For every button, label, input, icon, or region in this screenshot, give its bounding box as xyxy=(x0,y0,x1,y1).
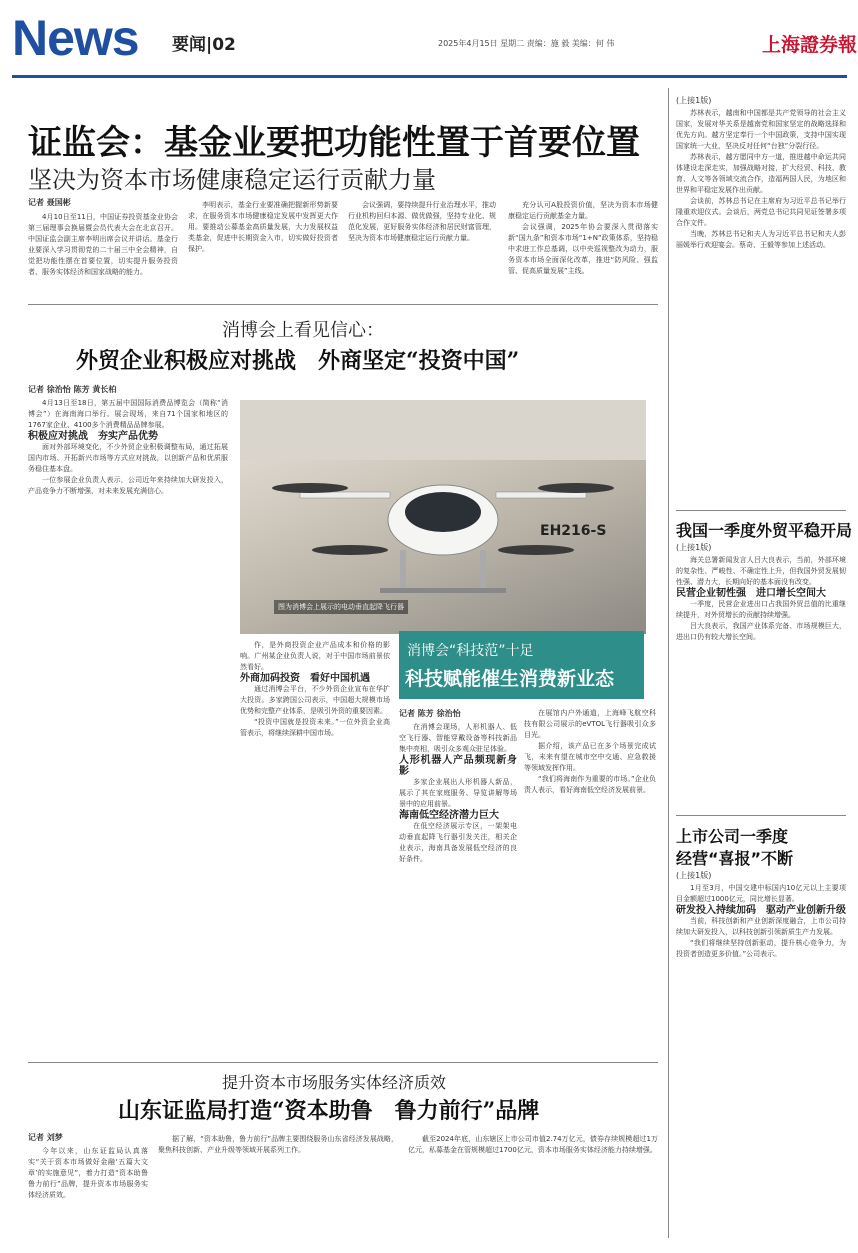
feature-col-2 xyxy=(240,640,390,790)
sidebar-paragraph: 当晚，苏林总书记和夫人为习近平总书记和夫人彭丽媛举行欢迎宴会。蔡奇、王毅等参加上述活动。 xyxy=(676,230,846,249)
lead-paragraph: 李明表示，基金行业要准确把握新形势新要求，在服务资本市场健康稳定发展中发挥更大作用。要推动公募基金高质量发展，大力发展权益类基金，促进中长期资金入市，切实做好投资者保护。 xyxy=(188,201,338,253)
listing-title-2: 经营“喜报”不断 xyxy=(676,849,794,868)
lead-paragraph: 会议强调，要持续提升行业治理水平，推动行业机构回归本源、做优做强，坚持专业化、规范化发展，更好服务实体经济和居民财富管理，坚决为资本市场健康稳定运行贡献力量。 xyxy=(348,201,496,242)
trade-paragraph: 吕大良表示，我国产业体系完备、市场规模巨大，进出口仍有较大增长空间。 xyxy=(676,622,846,641)
lead-col-4 xyxy=(508,200,658,294)
trade-byline: (上接1版) xyxy=(676,543,712,552)
teal-byline: 记者 陈芳 徐治怡 xyxy=(399,709,461,718)
feature-paragraph: 4月13日至18日，第五届中国国际消费品博览会（简称“消博会”）在海南海口举行。展会现场，来自71个国家和地区的1767家企业、4100多个消费精品品牌参展。 xyxy=(28,399,228,429)
bottom-kicker: 提升资本市场服务实体经济质效 xyxy=(222,1073,447,1092)
masthead-rule xyxy=(12,75,847,78)
teal-paragraph: 据介绍，该产品已在多个场景完成试飞，未来有望在城市空中交通、应急救援等领域发挥作用。 xyxy=(524,742,656,772)
sidebar-top-byline: (上接1版) xyxy=(676,96,712,105)
trade-paragraph: 一季度，民营企业进出口占我国外贸总值的比重继续提升，对外贸增长的贡献持续增强。 xyxy=(676,600,846,619)
sidebar-paragraph: 苏林表示，越方愿同中方一道，推进越中命运共同体建设走深走实，加强战略对接，扩大经贸、科技、教育、人文等各领域交流合作，造福两国人民，为地区和世界和平稳定发展作出贡献。 xyxy=(676,153,846,194)
listing-paragraph: 当前，科技创新和产业创新深度融合，上市公司持续加大研发投入，以科技创新引领新质生产力发展。 xyxy=(676,917,846,936)
teal-subtitle: 人形机器人产品频现新身影 xyxy=(399,755,517,777)
section-label xyxy=(172,30,236,55)
teal-paragraph: 多家企业展出人形机器人新品，展示了其在家庭服务、导览讲解等场景中的应用前景。 xyxy=(399,778,517,808)
paper-name: 上海證券報 xyxy=(762,34,858,56)
lead-subhead: 坚决为资本市场健康稳定运行贡献力量 xyxy=(28,166,436,194)
trade-title: 我国一季度外贸平稳开局 xyxy=(676,521,853,540)
feature-photo xyxy=(240,400,646,634)
lead-headline: 证监会：基金业要把功能性置于首要位置 xyxy=(28,123,640,163)
sidebar-top-body xyxy=(676,108,846,506)
feature-paragraph: 面对外部环境变化，不少外贸企业积极调整布局，通过拓展国内市场、开拓新兴市场等方式应对挑战，以创新产品和优质服务稳住基本盘。 xyxy=(28,443,228,473)
trade-body xyxy=(676,555,846,807)
bottom-col-3 xyxy=(408,1134,658,1246)
feature-byline: 记者 徐治怡 陈芳 黄长柏 xyxy=(28,385,117,394)
lead-col-2 xyxy=(188,200,338,294)
page-number: 02 xyxy=(212,35,236,55)
sidebar-rule xyxy=(676,815,846,816)
aircraft-label: EH216-S xyxy=(540,523,607,539)
lead-paragraph: 4月10日至11日，中国证券投资基金业协会第三届理事会换届暨会员代表大会在北京召开。中国证监会副主席李明出席会议并讲话。基金行业要深入学习贯彻党的二十届三中全会精神，自觉把功能性摆在首要位置，切实提升服务投资者、服务实体经济和国家战略的能力。 xyxy=(28,213,178,276)
teal-subtitle: 海南低空经济潜力巨大 xyxy=(399,810,499,821)
sidebar-divider xyxy=(668,88,669,1238)
feature-top-rule xyxy=(28,304,658,305)
date-line: 2025年4月15日 星期二 责编：施 毅 美编：何 伟 xyxy=(438,39,615,48)
teal-paragraph: “我们将海南作为重要的市场。”企业负责人表示，看好海南低空经济发展前景。 xyxy=(524,775,656,794)
lead-byline: 记者 聂国彬 xyxy=(28,198,71,207)
bottom-paragraph: 截至2024年底，山东辖区上市公司市值2.74万亿元，债券存续规模超过1万亿元，私募基金在管规模超过1700亿元，资本市场服务实体经济能力持续增强。 xyxy=(408,1135,658,1154)
section-name: 要闻 xyxy=(172,35,206,55)
feature-paragraph: 一位参展企业负责人表示，公司近年来持续加大研发投入，产品竞争力不断增强，对未来发展充满信心。 xyxy=(28,476,228,495)
teal-kicker: 消博会“科技范”十足 xyxy=(407,643,534,659)
teal-col-2 xyxy=(524,708,656,1052)
teal-col-1 xyxy=(399,722,517,1052)
feature-col-1 xyxy=(28,398,228,698)
teal-paragraph: 在低空经济展示专区，一架架电动垂直起降飞行器引发关注，相关企业表示，海南具备发展低空经济的良好条件。 xyxy=(399,822,517,863)
sidebar-rule xyxy=(676,510,846,511)
listing-subtitle: 研发投入持续加码 驱动产业创新升级 xyxy=(676,905,846,916)
bottom-rule xyxy=(28,1062,658,1063)
teal-paragraph: 在展馆内户外通道，上海峰飞航空科技有限公司展示的eVTOL飞行器吸引众多目光。 xyxy=(524,709,656,739)
feature-subtitle: 外商加码投资 看好中国机遇 xyxy=(240,673,370,684)
listing-title-1: 上市公司一季度 xyxy=(676,827,789,846)
lead-col-1 xyxy=(28,212,178,294)
teal-paragraph: 在消博会现场，人形机器人、低空飞行器、智能穿戴设备等科技新品集中亮相，吸引众多观众驻足体验。 xyxy=(399,723,517,753)
listing-byline: (上接1版) xyxy=(676,871,712,880)
bottom-title: 山东证监局打造“资本助鲁 鲁力前行”品牌 xyxy=(118,1098,540,1124)
trade-subtitle: 民营企业韧性强 进口增长空间大 xyxy=(676,588,826,599)
bottom-paragraph: 据了解，“资本助鲁，鲁力前行”品牌主要围绕服务山东省经济发展战略，聚焦科技创新、产业升级等领域开展系列工作。 xyxy=(158,1135,398,1154)
bottom-paragraph: 今年以来，山东证监局认真落实“关于资本市场做好金融‘五篇大文章’的实施意见”，着力打造“资本助鲁 鲁力前行”品牌，提升资本市场服务实体经济质效。 xyxy=(28,1147,155,1199)
section-separator: | xyxy=(206,35,213,55)
lead-paragraph: 会议强调，2025年协会要深入贯彻落实新“国九条”和资本市场“1+N”政策体系，坚持稳中求进工作总基调，以中央巡视整改为动力，服务资本市场全面深化改革，推进“防风险、强监管、促高质量发展”主线。 xyxy=(508,223,658,275)
feature-paragraph: 作，是外商投资企业产品成本和价格的影响。广州某企业负责人说，对于中国市场前景依然看好。 xyxy=(240,641,390,671)
lead-col-3 xyxy=(348,200,496,294)
lead-paragraph: 充分认可A股投资价值，坚决为资本市场健康稳定运行贡献基金力量。 xyxy=(508,201,658,220)
feature-paragraph: “投资中国就是投资未来。”一位外资企业高管表示，将继续深耕中国市场。 xyxy=(240,718,390,737)
listing-paragraph: 1月至3月，中国交建中标国内10亿元以上主要项目金额超过1000亿元，同比增长显著。 xyxy=(676,884,846,903)
feature-paragraph: 通过消博会平台，不少外资企业宣布在华扩大投资。多家跨国公司表示，中国超大规模市场优势和完整产业体系，是吸引外资的重要因素。 xyxy=(240,685,390,715)
feature-subtitle: 积极应对挑战 夯实产品优势 xyxy=(28,431,158,442)
photo-caption: 图为消博会上展示的电动垂直起降飞行器 xyxy=(274,600,408,614)
listing-body xyxy=(676,883,846,1243)
drone-illustration xyxy=(240,400,646,634)
sidebar-paragraph: 苏林表示，越南和中国都是共产党领导的社会主义国家，发展对华关系是越南党和国家坚定的战略选择和优先方向。越方坚定奉行一个中国政策，支持中国实现国家统一大业，坚决反对任何“台独”分裂行径。 xyxy=(676,109,846,150)
bottom-col-2 xyxy=(158,1134,398,1246)
teal-title: 科技赋能催生消费新业态 xyxy=(405,668,615,690)
listing-paragraph: “我们将继续坚持创新驱动，提升核心竞争力，为投资者创造更多价值。”公司表示。 xyxy=(676,939,846,958)
bottom-byline: 记者 刘梦 xyxy=(28,1133,63,1142)
feature-kicker: 消博会上看见信心： xyxy=(222,320,384,341)
bottom-col-1 xyxy=(28,1146,155,1246)
news-logo: News xyxy=(12,10,139,66)
sidebar-paragraph: 会谈前，苏林总书记在主席府为习近平总书记举行隆重欢迎仪式。会谈后，两党总书记共同见证签署多项合作文件。 xyxy=(676,197,846,227)
trade-paragraph: 海关总署新闻发言人吕大良表示，当前，外部环境的复杂性、严峻性、不确定性上升，但我国外贸发展韧性强、潜力大，长期向好的基本面没有改变。 xyxy=(676,556,846,586)
feature-title: 外贸企业积极应对挑战 外商坚定“投资中国” xyxy=(76,348,520,374)
